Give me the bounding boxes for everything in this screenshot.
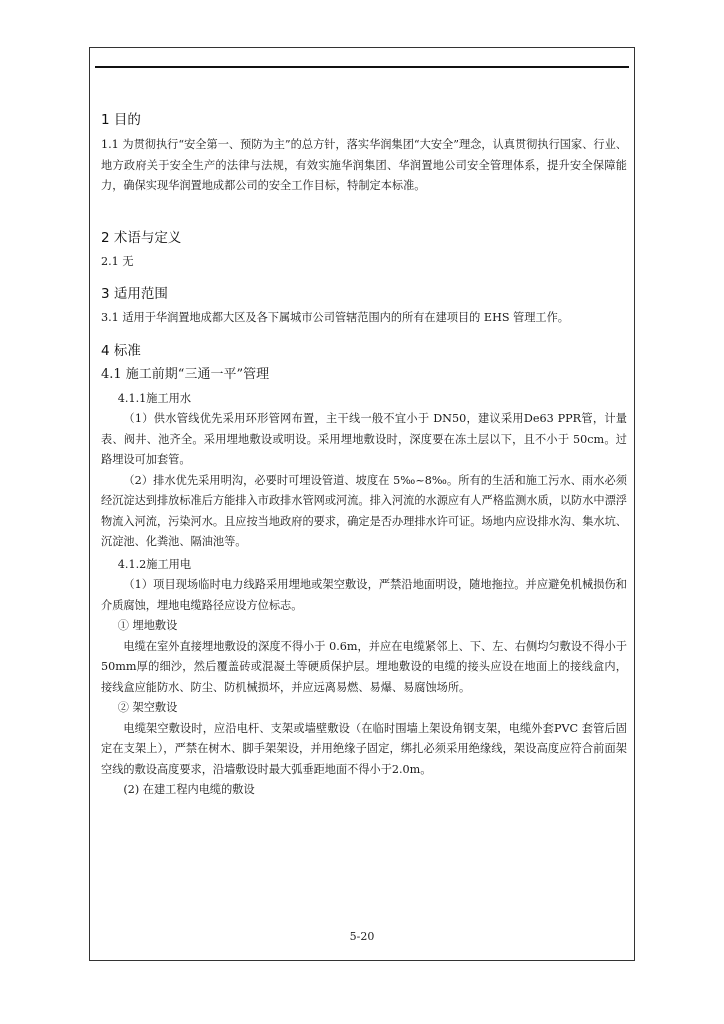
- subsection-4-1-title: 4.1 施工前期“三通一平”管理: [101, 366, 270, 382]
- section-1-title: 1 目的: [101, 112, 141, 128]
- water-supply-para: （1）供水管线优先采用环形管网布置，主干线一般不宜小于 DN50，建议采用De63 PPR管，计量表、阀井、池齐全。采用埋地敷设或明设。采用埋地敷设时，深度要在冻土层以下，且不小于 50cm。过路埋设可加套管。: [101, 412, 627, 466]
- section-4-title: 4 标准: [101, 342, 141, 359]
- section-2-title: 2 术语与定义: [101, 229, 182, 246]
- section-1-para: 1.1 为贯彻执行“安全第一、预防为主”的总方针，落实华润集团“大安全”理念，认真贯彻执行国家、行业、地方政府关于安全生产的法律与法规，有效实施华润集团、华润置地公司安全管理体系，提升安全保障能力，确保实现华润置地成都公司的安全工作目标，特制定本标准。: [101, 138, 627, 192]
- header-rule: [95, 66, 629, 68]
- subsection-4-1-1-title: 4.1.1施工用水: [117, 391, 192, 405]
- overhead-laying-para: 电缆架空敷设时，应沿电杆、支架或墙壁敷设（在临时围墙上架设角钢支架，电缆外套PVC 套管后固定在支架上），严禁在树木、脚手架架设，并用绝缘子固定，绑扎必须采用绝缘线，架设高度应符合前面架空线的敷设高度要求，沿墙敷设时最大弧垂距地面不得小于2.0m。: [101, 721, 627, 776]
- section-2-para: 2.1 无: [101, 254, 134, 268]
- buried-laying-para: 电缆在室外直接埋地敷设的深度不得小于 0.6m，并应在电缆紧邻上、下、左、右侧均匀敷设不得小于 50mm厚的细沙，然后覆盖砖或混凝土等硬质保护层。埋地敷设的电缆的接头应设在地面上的接线盒内，接线盒应能防水、防尘、防机械损坏，并应远离易燃、易爆、易腐蚀场所。: [101, 639, 627, 694]
- subsection-4-1-2-title: 4.1.2施工用电: [117, 557, 192, 571]
- building-cable-title: (2) 在建工程内电缆的敷设: [123, 783, 255, 796]
- page-number: 5-20: [349, 930, 375, 943]
- section-3-para: 3.1 适用于华润置地成都大区及各下属城市公司管辖范围内的所有在建项目的 EHS 管理工作。: [101, 311, 569, 324]
- drainage-para: （2）排水优先采用明沟，必要时可埋设管道、坡度在 5‰~8‰。所有的生活和施工污水、雨水必须经沉淀达到排放标准后方能排入市政排水管网或河流。排入河流的水源应有人严格监测水质，以防水中漂浮物流入河流，污染河水。且应按当地政府的要求，确定是否办理排水许可证。场地内应设排水沟、集水坑、沉淀池、化粪池、隔油池等。: [101, 473, 627, 548]
- document-body: [101, 110, 627, 801]
- section-3-title: 3 适用范围: [101, 286, 168, 302]
- electric-line-para: （1）项目现场临时电力线路采用埋地或架空敷设，严禁沿地面明设，随地拖拉。并应避免机械损伤和介质腐蚀，埋地电缆路径应设方位标志。: [101, 578, 627, 612]
- buried-laying-title: ① 埋地敷设: [117, 619, 178, 632]
- overhead-laying-title: ② 架空敷设: [117, 701, 178, 714]
